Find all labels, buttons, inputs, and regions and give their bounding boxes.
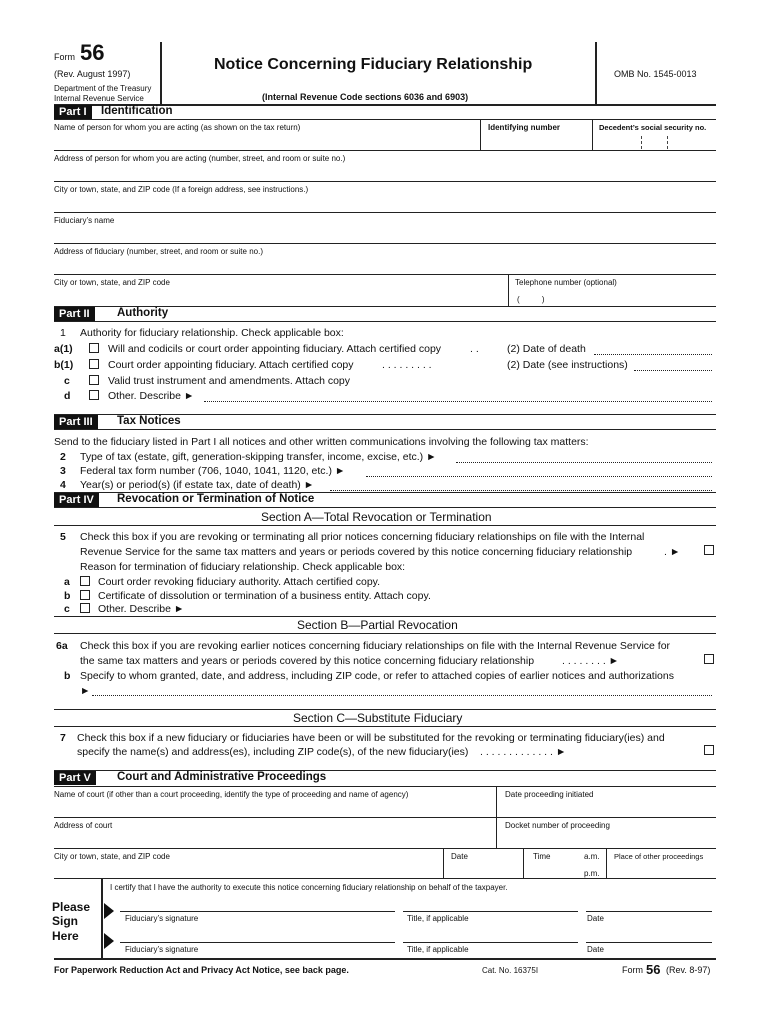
earlier-notices-specify-field[interactable] — [92, 695, 712, 696]
fiduciary-name-label: Fiduciary’s name — [54, 216, 115, 225]
line-6b-text: Specify to whom granted, date, and address, including ZIP code, or refer to attached copies of earlier notices and authorizations — [80, 670, 674, 682]
line-a1-dots: . . — [470, 343, 479, 355]
date-of-death-field[interactable] — [594, 354, 712, 355]
line-4-number: 4 — [60, 479, 66, 491]
section-b-heading: Section B—Partial Revocation — [297, 618, 458, 632]
part-2-title: Authority — [117, 307, 169, 319]
line-c-text: Valid trust instrument and amendments. Attach copy — [108, 375, 351, 387]
footer-revision: (Rev. 8-97) — [666, 965, 711, 975]
court-name-field[interactable] — [54, 801, 496, 817]
tax-form-number-field[interactable] — [366, 476, 712, 477]
form-number: 56 — [80, 40, 105, 65]
line-6a-tail: . . . . . . . . ► — [562, 655, 620, 667]
part-3-intro: Send to the fiduciary listed in Part I all notices and other written communications involving the following tax matters: — [54, 436, 589, 448]
department-line: Department of the Treasury — [54, 84, 152, 93]
telephone-field[interactable]: ( ) — [517, 295, 545, 304]
line-5a-label: a — [64, 576, 70, 588]
identifying-number-label: Identifying number — [488, 123, 560, 132]
omb-number: OMB No. 1545-0013 — [614, 69, 697, 79]
part-5-title: Court and Administrative Proceedings — [117, 771, 327, 783]
pm-label: p.m. — [584, 869, 600, 878]
part-4-title: Revocation or Termination of Notice — [117, 493, 315, 505]
fiduciary-address-label: Address of fiduciary (number, street, and room or suite no.) — [54, 247, 263, 256]
footer-form-label: Form — [622, 965, 643, 975]
line-1-number: 1 — [60, 327, 66, 339]
signature-field-1[interactable] — [120, 895, 395, 911]
please-label: Please — [52, 900, 91, 914]
date-of-death-label: (2) Date of death — [507, 343, 586, 355]
docket-number-field[interactable] — [497, 832, 716, 848]
part-3-tag: Part III — [54, 415, 98, 429]
certification-text: I certify that I have the authority to execute this notice concerning fiduciary relationship on behalf of the taxpayer. — [110, 883, 508, 892]
section-c-heading: Section C—Substitute Fiduciary — [293, 711, 463, 725]
tax-years-field[interactable] — [330, 490, 712, 491]
substitute-fiduciary-checkbox[interactable] — [704, 745, 714, 755]
signature-field-2[interactable] — [120, 926, 395, 942]
taxpayer-city-label: City or town, state, and ZIP code (If a foreign address, see instructions.) — [54, 185, 309, 194]
line-5b-label: b — [64, 590, 71, 602]
line-b1-text: Court order appointing fiduciary. Attach certified copy — [108, 359, 354, 371]
date-initiated-field[interactable] — [497, 801, 716, 817]
part-4-tag: Part IV — [54, 493, 99, 507]
fiduciary-city-label: City or town, state, and ZIP code — [54, 278, 170, 287]
sign-arrow-icon — [104, 903, 114, 919]
line-d-text: Other. Describe ► — [108, 390, 195, 402]
line-7-number: 7 — [60, 732, 66, 744]
am-label: a.m. — [584, 852, 600, 861]
part-1-title: Identification — [101, 105, 173, 117]
sign-arrow-icon-2 — [104, 933, 114, 949]
agency-line: Internal Revenue Service — [54, 94, 144, 103]
here-label: Here — [52, 929, 79, 943]
line-5b-text: Certificate of dissolution or termination of a business entity. Attach copy. — [98, 590, 431, 602]
date-label-2: Date — [587, 945, 604, 954]
line-6b-label: b — [64, 670, 71, 682]
decedent-ssn-field[interactable] — [593, 134, 716, 150]
taxpayer-address-field[interactable] — [54, 165, 716, 181]
type-of-tax-field[interactable] — [456, 462, 712, 463]
line-3-text: Federal tax form number (706, 1040, 1041, 1120, etc.) ► — [80, 465, 346, 477]
title-label-1: Title, if applicable — [407, 914, 469, 923]
line-b1-label: b(1) — [54, 359, 74, 371]
court-address-label: Address of court — [54, 821, 113, 830]
taxpayer-name-label: Name of person for whom you are acting (as shown on the tax return) — [54, 123, 301, 132]
date-field-2[interactable] — [586, 926, 712, 942]
fiduciary-name-field[interactable] — [54, 227, 716, 243]
fiduciary-address-field[interactable] — [54, 258, 716, 274]
place-of-proceedings-label: Place of other proceedings — [614, 852, 704, 861]
line-5-text-2: Revenue Service for the same tax matters and years or periods covered by this notice concerning fiduciary relationship — [80, 546, 633, 558]
line-3-number: 3 — [60, 465, 66, 477]
revision-date: (Rev. August 1997) — [54, 69, 131, 79]
line-7-text-2: specify the name(s) and address(es), including ZIP code(s), of the new fiduciary(ies) — [77, 746, 469, 758]
signature-label-2: Fiduciary’s signature — [125, 945, 199, 954]
court-name-label: Name of court (if other than a court proceeding, identify the type of proceeding and name of agency) — [54, 790, 409, 799]
date-initiated-label: Date proceeding initiated — [505, 790, 594, 799]
court-order-date-label: (2) Date (see instructions) — [507, 359, 628, 371]
form-title: Notice Concerning Fiduciary Relationship — [214, 56, 533, 73]
court-revoking-checkbox[interactable] — [80, 576, 90, 586]
fiduciary-city-field[interactable] — [54, 289, 508, 305]
line-5-text-3: Reason for termination of fiduciary relationship. Check applicable box: — [80, 561, 406, 573]
other-termination-checkbox[interactable] — [80, 603, 90, 613]
line-6a-text-2: the same tax matters and years or periods covered by this notice concerning fiduciary relationship — [80, 655, 535, 667]
part-2-tag: Part II — [54, 307, 95, 321]
identifying-number-field[interactable] — [481, 134, 592, 150]
court-order-checkbox[interactable] — [89, 359, 99, 369]
partial-revocation-checkbox[interactable] — [704, 654, 714, 664]
date-label-1: Date — [587, 914, 604, 923]
proceeding-date-label: Date — [451, 852, 468, 861]
decedent-ssn-label: Decedent’s social security no. — [599, 123, 707, 132]
line-2-number: 2 — [60, 451, 66, 463]
line-7-text-1: Check this box if a new fiduciary or fiduciaries have been or will be substituted for the revoking or terminating fiduciary(ies) and — [77, 732, 665, 744]
part-1-tag: Part I — [54, 105, 92, 119]
other-termination-describe-field[interactable] — [196, 602, 712, 616]
proceeding-time-label: Time — [533, 852, 551, 861]
other-authority-checkbox[interactable] — [89, 390, 99, 400]
telephone-label: Telephone number (optional) — [515, 278, 617, 287]
line-5c-label: c — [64, 603, 70, 615]
line-a1-label: a(1) — [54, 343, 73, 355]
line-5-text-1: Check this box if you are revoking or terminating all prior notices concerning fiduciary relationships on file with the Internal — [80, 531, 645, 543]
will-codicils-checkbox[interactable] — [89, 343, 99, 353]
line-a1-text: Will and codicils or court order appointing fiduciary. Attach certified copy — [108, 343, 442, 355]
sign-label: Sign — [52, 914, 78, 928]
taxpayer-city-field[interactable] — [54, 196, 716, 212]
court-address-field[interactable] — [54, 832, 496, 848]
line-5-tail: . ► — [664, 546, 681, 558]
line-1-text: Authority for fiduciary relationship. Check applicable box: — [80, 327, 344, 339]
signature-label-1: Fiduciary’s signature — [125, 914, 199, 923]
line-6a-text-1: Check this box if you are revoking earlier notices concerning fiduciary relationships on file with the Internal Revenue Service for — [80, 640, 671, 652]
court-city-label: City or town, state, and ZIP code — [54, 852, 170, 861]
line-5-number: 5 — [60, 531, 66, 543]
title-label-2: Title, if applicable — [407, 945, 469, 954]
title-field-1[interactable] — [403, 895, 578, 911]
docket-number-label: Docket number of proceeding — [505, 821, 610, 830]
line-5a-text: Court order revoking fiduciary authority. Attach certified copy. — [98, 576, 381, 588]
form-label: Form — [54, 52, 75, 62]
date-field-1[interactable] — [586, 895, 712, 911]
catalog-number: Cat. No. 16375I — [482, 966, 539, 975]
part-3-title: Tax Notices — [117, 415, 181, 427]
taxpayer-address-label: Address of person for whom you are acting (number, street, and room or suite no.) — [54, 154, 346, 163]
title-field-2[interactable] — [403, 926, 578, 942]
line-7-tail: . . . . . . . . . . . . . ► — [480, 746, 567, 758]
taxpayer-name-field[interactable] — [54, 134, 480, 150]
line-2-text: Type of tax (estate, gift, generation-skipping transfer, income, excise, etc.) ► — [80, 451, 437, 463]
line-4-text: Year(s) or period(s) (if estate tax, date of death) ► — [80, 479, 315, 491]
line-d-label: d — [64, 390, 71, 402]
form-subtitle: (Internal Revenue Code sections 6036 and 6903) — [262, 92, 469, 102]
paperwork-notice: For Paperwork Reduction Act and Privacy Act Notice, see back page. — [54, 965, 349, 975]
line-6a-number: 6a — [56, 640, 68, 652]
footer-form-number: 56 — [646, 962, 661, 977]
court-order-date-field[interactable] — [634, 370, 712, 371]
part-5-tag: Part V — [54, 771, 96, 785]
dissolution-certificate-checkbox[interactable] — [80, 590, 90, 600]
line-b1-dots: . . . . . . . . . — [382, 359, 432, 371]
line-6b-arrow: ► — [80, 685, 91, 697]
line-5c-text: Other. Describe ► — [98, 603, 185, 615]
line-c-label: c — [64, 375, 70, 387]
trust-instrument-checkbox[interactable] — [89, 375, 99, 385]
other-authority-describe-field[interactable] — [204, 401, 712, 402]
section-a-heading: Section A—Total Revocation or Termination — [261, 510, 492, 524]
total-revocation-checkbox[interactable] — [704, 545, 714, 555]
